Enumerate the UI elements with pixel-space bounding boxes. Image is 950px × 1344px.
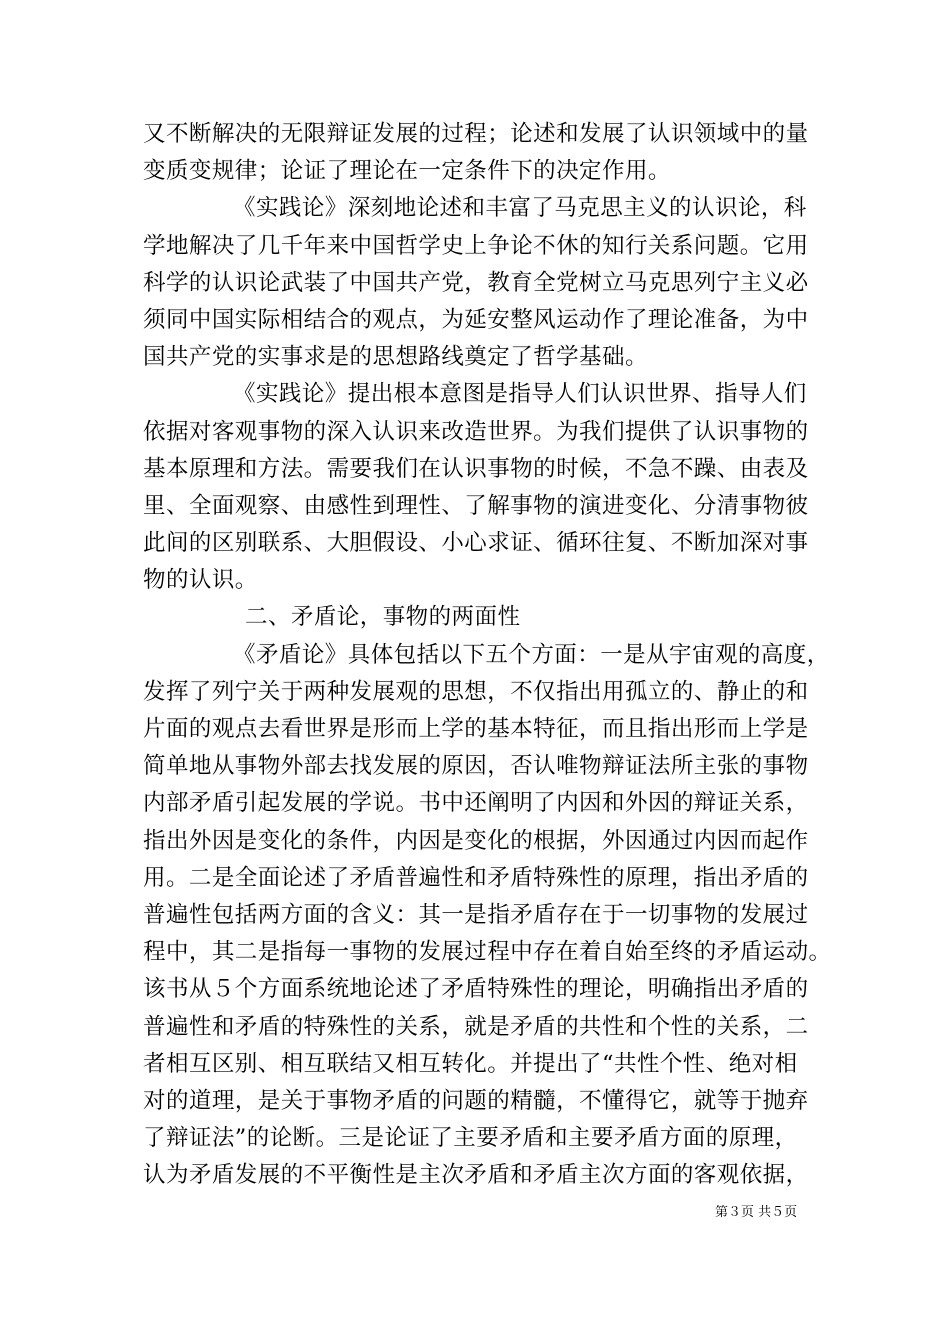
text-line: 程中，其二是指每一事物的发展过程中存在着自始至终的矛盾运动。 (143, 939, 832, 966)
text-line: 简单地从事物外部去找发展的原因，否认唯物辩证法所主张的事物 (143, 753, 809, 780)
text-line: 普遍性和矛盾的特殊性的关系，就是矛盾的共性和个性的关系，二 (143, 1013, 809, 1040)
text-line: 认为矛盾发展的不平衡性是主次矛盾和矛盾主次方面的客观依据， (143, 1162, 809, 1189)
text-line: 国共产党的实事求是的思想路线奠定了哲学基础。 (143, 344, 648, 371)
section-heading: 二、矛盾论，事物的两面性 (245, 604, 521, 631)
text-line: 须同中国实际相结合的观点，为延安整风运动作了理论准备，为中 (143, 306, 809, 333)
text-line: 普遍性包括两方面的含义：其一是指矛盾存在于一切事物的发展过 (143, 901, 809, 928)
paragraph-start-line: 《实践论》深刻地论述和丰富了马克思主义的认识论，科 (233, 195, 807, 222)
body-text (143, 116, 832, 1194)
text-line: 依据对客观事物的深入认识来改造世界。为我们提供了认识事物的 (143, 418, 809, 445)
text-line: 者相互区别、相互联结又相互转化。并提出了“共性个性、绝对相 (143, 1050, 798, 1077)
paragraph-start-line: 《实践论》提出根本意图是指导人们认识世界、指导人们 (233, 381, 807, 408)
text-line: 了辩证法”的论断。三是论证了主要矛盾和主要矛盾方面的原理， (143, 1125, 798, 1152)
page-number-footer: 第３页 共５页 (715, 1205, 798, 1220)
text-line: 指出外因是变化的条件，内因是变化的根据，外因通过内因而起作 (143, 827, 809, 854)
text-line: 该书从５个方面系统地论述了矛盾特殊性的理论，明确指出矛盾的 (143, 976, 809, 1003)
paragraph-start-line: 《矛盾论》具体包括以下五个方面：一是从宇宙观的高度， (233, 641, 830, 668)
text-line: 内部矛盾引起发展的学说。书中还阐明了内因和外因的辩证关系， (143, 790, 809, 817)
text-line: 里、全面观察、由感性到理性、了解事物的演进变化、分清事物彼 (143, 492, 809, 519)
text-line: 用。二是全面论述了矛盾普遍性和矛盾特殊性的原理，指出矛盾的 (143, 864, 809, 891)
text-line: 发挥了列宁关于两种发展观的思想，不仅指出用孤立的、静止的和 (143, 678, 809, 705)
text-line: 片面的观点去看世界是形而上学的基本特征，而且指出形而上学是 (143, 716, 809, 742)
text-line: 基本原理和方法。需要我们在认识事物的时候，不急不躁、由表及 (143, 455, 809, 482)
text-line: 此间的区别联系、大胆假设、小心求证、循环往复、不断加深对事 (143, 530, 809, 557)
text-line: 对的道理，是关于事物矛盾的问题的精髓，不懂得它，就等于抛弃 (143, 1087, 809, 1114)
text-line: 学地解决了几千年来中国哲学史上争论不休的知行关系问题。它用 (143, 232, 809, 259)
text-line: 科学的认识论武装了中国共产党，教育全党树立马克思列宁主义必 (143, 269, 809, 296)
text-line: 物的认识。 (143, 567, 258, 594)
text-line: 又不断解决的无限辩证发展的过程；论述和发展了认识领域中的量 (143, 121, 809, 147)
text-line: 变质变规律；论证了理论在一定条件下的决定作用。 (143, 158, 671, 185)
